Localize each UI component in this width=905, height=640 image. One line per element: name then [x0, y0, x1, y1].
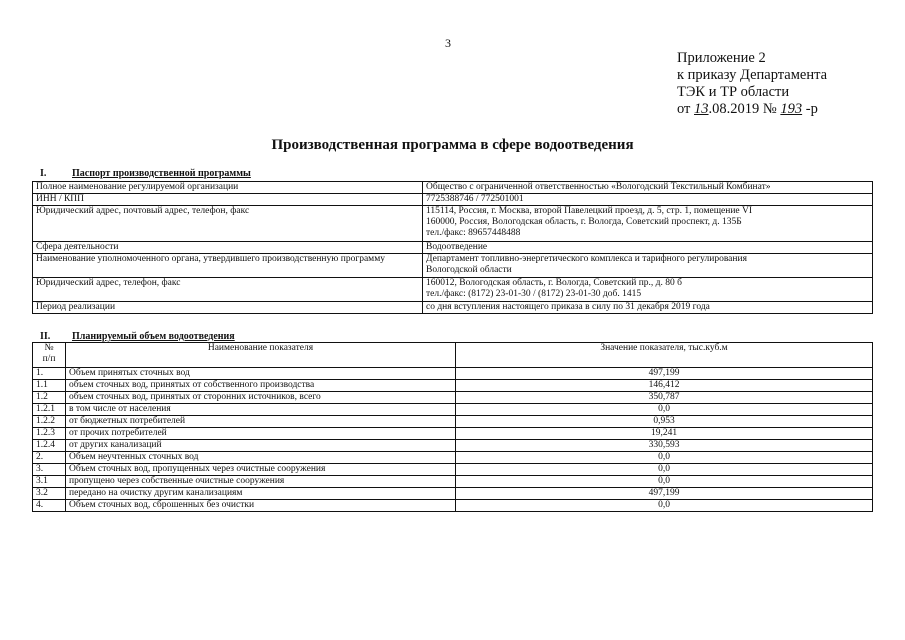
page-number: 3	[445, 36, 451, 50]
table-row	[33, 464, 873, 476]
passport-value-line: 7725388746 / 772501001	[426, 194, 524, 204]
passport-label: Сфера деятельности	[33, 242, 423, 254]
row-name: Объем принятых сточных вод	[66, 368, 456, 380]
passport-row	[33, 182, 873, 194]
table-header-row	[33, 343, 873, 368]
row-name: объем сточных вод, принятых от сторонних источников, всего	[66, 392, 456, 404]
row-number: 1.2	[33, 392, 66, 404]
table-row	[33, 440, 873, 452]
row-number: 4.	[33, 500, 66, 512]
row-name: от бюджетных потребителей	[66, 416, 456, 428]
header-number-line2: п/п	[42, 354, 56, 364]
row-number: 2.	[33, 452, 66, 464]
row-value: 330,593	[456, 440, 873, 452]
appendix-line-1: Приложение 2	[677, 50, 766, 66]
row-value: 497,199	[456, 488, 873, 500]
row-number: 1.2.2	[33, 416, 66, 428]
appendix-line-2: к приказу Департамента	[677, 67, 828, 83]
passport-value-line: тел./факс: (8172) 23-01-30 / (8172) 23-01-30 доб. 1415	[426, 289, 642, 299]
passport-value-line: Департамент топливно-энергетического комплекса и тарифного регулирования	[426, 254, 747, 264]
row-name: от прочих потребителей	[66, 428, 456, 440]
section-2-number: II.	[40, 331, 51, 342]
passport-value	[423, 302, 873, 314]
section-1-heading	[40, 168, 251, 179]
row-name: Объем сточных вод, пропущенных через очистные сооружения	[66, 464, 456, 476]
row-name: Объем сточных вод, сброшенных без очистки	[66, 500, 456, 512]
passport-value-line: тел./факс: 89657448488	[426, 228, 521, 238]
section-2-heading	[40, 331, 235, 342]
passport-value-line: 160012, Вологодская область, г. Вологда, Советский пр., д. 80 б	[426, 278, 682, 288]
row-name: в том числе от населения	[66, 404, 456, 416]
section-1-number: I.	[40, 168, 47, 179]
passport-value	[423, 182, 873, 194]
passport-label: Период реализации	[33, 302, 423, 314]
passport-value-line: со дня вступления настоящего приказа в силу по 31 декабря 2019 года	[426, 302, 710, 312]
row-number: 3.1	[33, 476, 66, 488]
table-row	[33, 416, 873, 428]
row-name: от других канализаций	[66, 440, 456, 452]
table-row	[33, 488, 873, 500]
row-name: передано на очистку другим канализациям	[66, 488, 456, 500]
passport-value-line: Общество с ограниченной ответственностью «Вологодский Текстильный Комбинат»	[426, 182, 771, 192]
table-row	[33, 476, 873, 488]
passport-value-line: Водоотведение	[426, 242, 488, 252]
row-value: 350,787	[456, 392, 873, 404]
row-value: 0,0	[456, 404, 873, 416]
row-name: пропущено через собственные очистные сооружения	[66, 476, 456, 488]
table-row	[33, 452, 873, 464]
header-value: Значение показателя, тыс.куб.м	[456, 343, 873, 368]
passport-value	[423, 206, 873, 242]
passport-label: Наименование уполномоченного органа, утвердившего производственную программу	[33, 254, 423, 278]
passport-value-line: Вологодской области	[426, 265, 512, 275]
table-row	[33, 380, 873, 392]
row-number: 1.	[33, 368, 66, 380]
table-row	[33, 428, 873, 440]
table-row	[33, 368, 873, 380]
passport-label: Полное наименование регулируемой организации	[33, 182, 423, 194]
appendix-header	[677, 50, 827, 118]
passport-value	[423, 254, 873, 278]
row-number: 1.2.4	[33, 440, 66, 452]
date-rest: .08.2019 №	[708, 101, 781, 117]
date-prefix: от	[677, 101, 695, 117]
section-1-title: Паспорт производственной программы	[72, 168, 251, 179]
passport-table	[32, 181, 873, 314]
passport-row	[33, 302, 873, 314]
table-row	[33, 392, 873, 404]
section-2-title: Планируемый объем водоотведения	[72, 331, 235, 342]
row-name: объем сточных вод, принятых от собственного производства	[66, 380, 456, 392]
row-number: 1.2.3	[33, 428, 66, 440]
passport-value-line: 160000, Россия, Вологодская область, г. Вологда, Советский проспект, д. 135Б	[426, 217, 742, 227]
passport-value-line: 115114, Россия, г. Москва, второй Павелецкий проезд, д. 5, стр. 1, помещение VI	[426, 206, 753, 216]
handwritten-day: 13	[694, 101, 709, 117]
volume-table	[32, 342, 873, 512]
passport-row	[33, 206, 873, 242]
row-number: 1.1	[33, 380, 66, 392]
passport-value	[423, 242, 873, 254]
passport-value	[423, 278, 873, 302]
passport-row	[33, 194, 873, 206]
appendix-date-line	[677, 101, 827, 118]
row-value: 146,412	[456, 380, 873, 392]
passport-label: ИНН / КПП	[33, 194, 423, 206]
row-value: 0,0	[456, 452, 873, 464]
handwritten-order-number: 193	[780, 101, 803, 117]
header-name: Наименование показателя	[66, 343, 456, 368]
document-title: Производственная программа в сфере водоотведения	[271, 137, 634, 153]
appendix-line-3: ТЭК и ТР области	[677, 84, 790, 100]
passport-row	[33, 278, 873, 302]
row-value: 19,241	[456, 428, 873, 440]
passport-row	[33, 242, 873, 254]
header-number	[33, 343, 66, 368]
row-value: 0,0	[456, 476, 873, 488]
row-name: Объем неучтенных сточных вод	[66, 452, 456, 464]
table-row	[33, 404, 873, 416]
row-value: 0,0	[456, 500, 873, 512]
passport-label: Юридический адрес, почтовый адрес, телефон, факс	[33, 206, 423, 242]
passport-label: Юридический адрес, телефон, факс	[33, 278, 423, 302]
row-number: 3.2	[33, 488, 66, 500]
passport-row	[33, 254, 873, 278]
header-number-line1: №	[44, 343, 54, 353]
row-value: 0,0	[456, 464, 873, 476]
row-value: 497,199	[456, 368, 873, 380]
order-suffix: -р	[802, 101, 818, 117]
table-row	[33, 500, 873, 512]
row-value: 0,953	[456, 416, 873, 428]
passport-value	[423, 194, 873, 206]
row-number: 3.	[33, 464, 66, 476]
row-number: 1.2.1	[33, 404, 66, 416]
